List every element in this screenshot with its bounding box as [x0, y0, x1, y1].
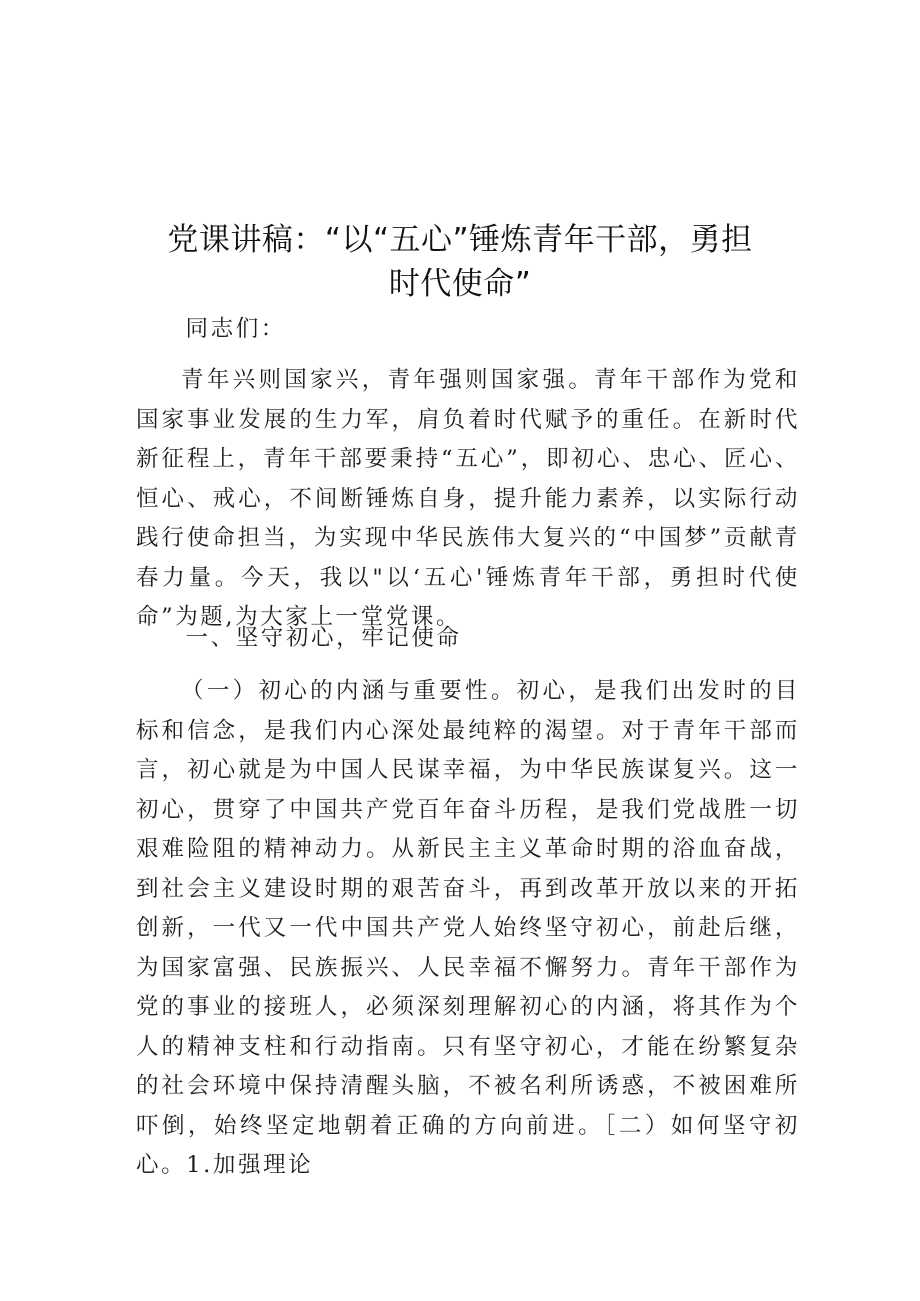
section-heading-1: 一、坚守初心，牢记使命 — [185, 625, 462, 651]
document-title-line1: 党课讲稿：“以“五心”锤炼青年干部，勇担 — [167, 222, 753, 258]
section-paragraph-1: （一）初心的内涵与重要性。初心，是我们出发时的目标和信念，是我们内心深处最纯粹的渴望。对于青年干部而言，初心就是为中国人民谋幸福，为中华民族谋复兴。这一初心，贯穿了中国共产党百年奋斗历程，是我们党战胜一切艰难险阻的精神动力。从新民主主义革命时期的浴血奋战，到社会主义建设时期的艰苦奋斗，再到改革开放以来的开拓创新，一代又一代中国共产党人始终坚守初心，前赴后继，为国家富强、民族振兴、人民幸福不懈努力。青年干部作为党的事业的接班人，必须深刻理解初心的内涵，将其作为个人的精神支柱和行动指南。只有坚守初心，才能在纷繁复杂的社会环境中保持清醒头脑，不被名利所诱惑，不被困难所吓倒，始终坚定地朝着正确的方向前进。［二）如何坚守初心。1.加强理论 — [136, 678, 800, 1178]
salutation: 同志们： — [185, 316, 286, 342]
intro-paragraph: 青年兴则国家兴，青年强则国家强。青年干部作为党和国家事业发展的生力军，肩负着时代赋予的重任。在新时代新征程上，青年干部要秉持“五心”，即初心、忠心、匠心、恒心、戒心，不间断锤炼自身，提升能力素养，以实际行动践行使命担当，为实现中华民族伟大复兴的“中国梦”贡献青春力量。今天，我以"以‘五心'锤炼青年干部，勇担时代使命”为题,为大家上一堂党课。 — [136, 367, 800, 630]
document-title-line2: 时代使命” — [388, 266, 532, 302]
